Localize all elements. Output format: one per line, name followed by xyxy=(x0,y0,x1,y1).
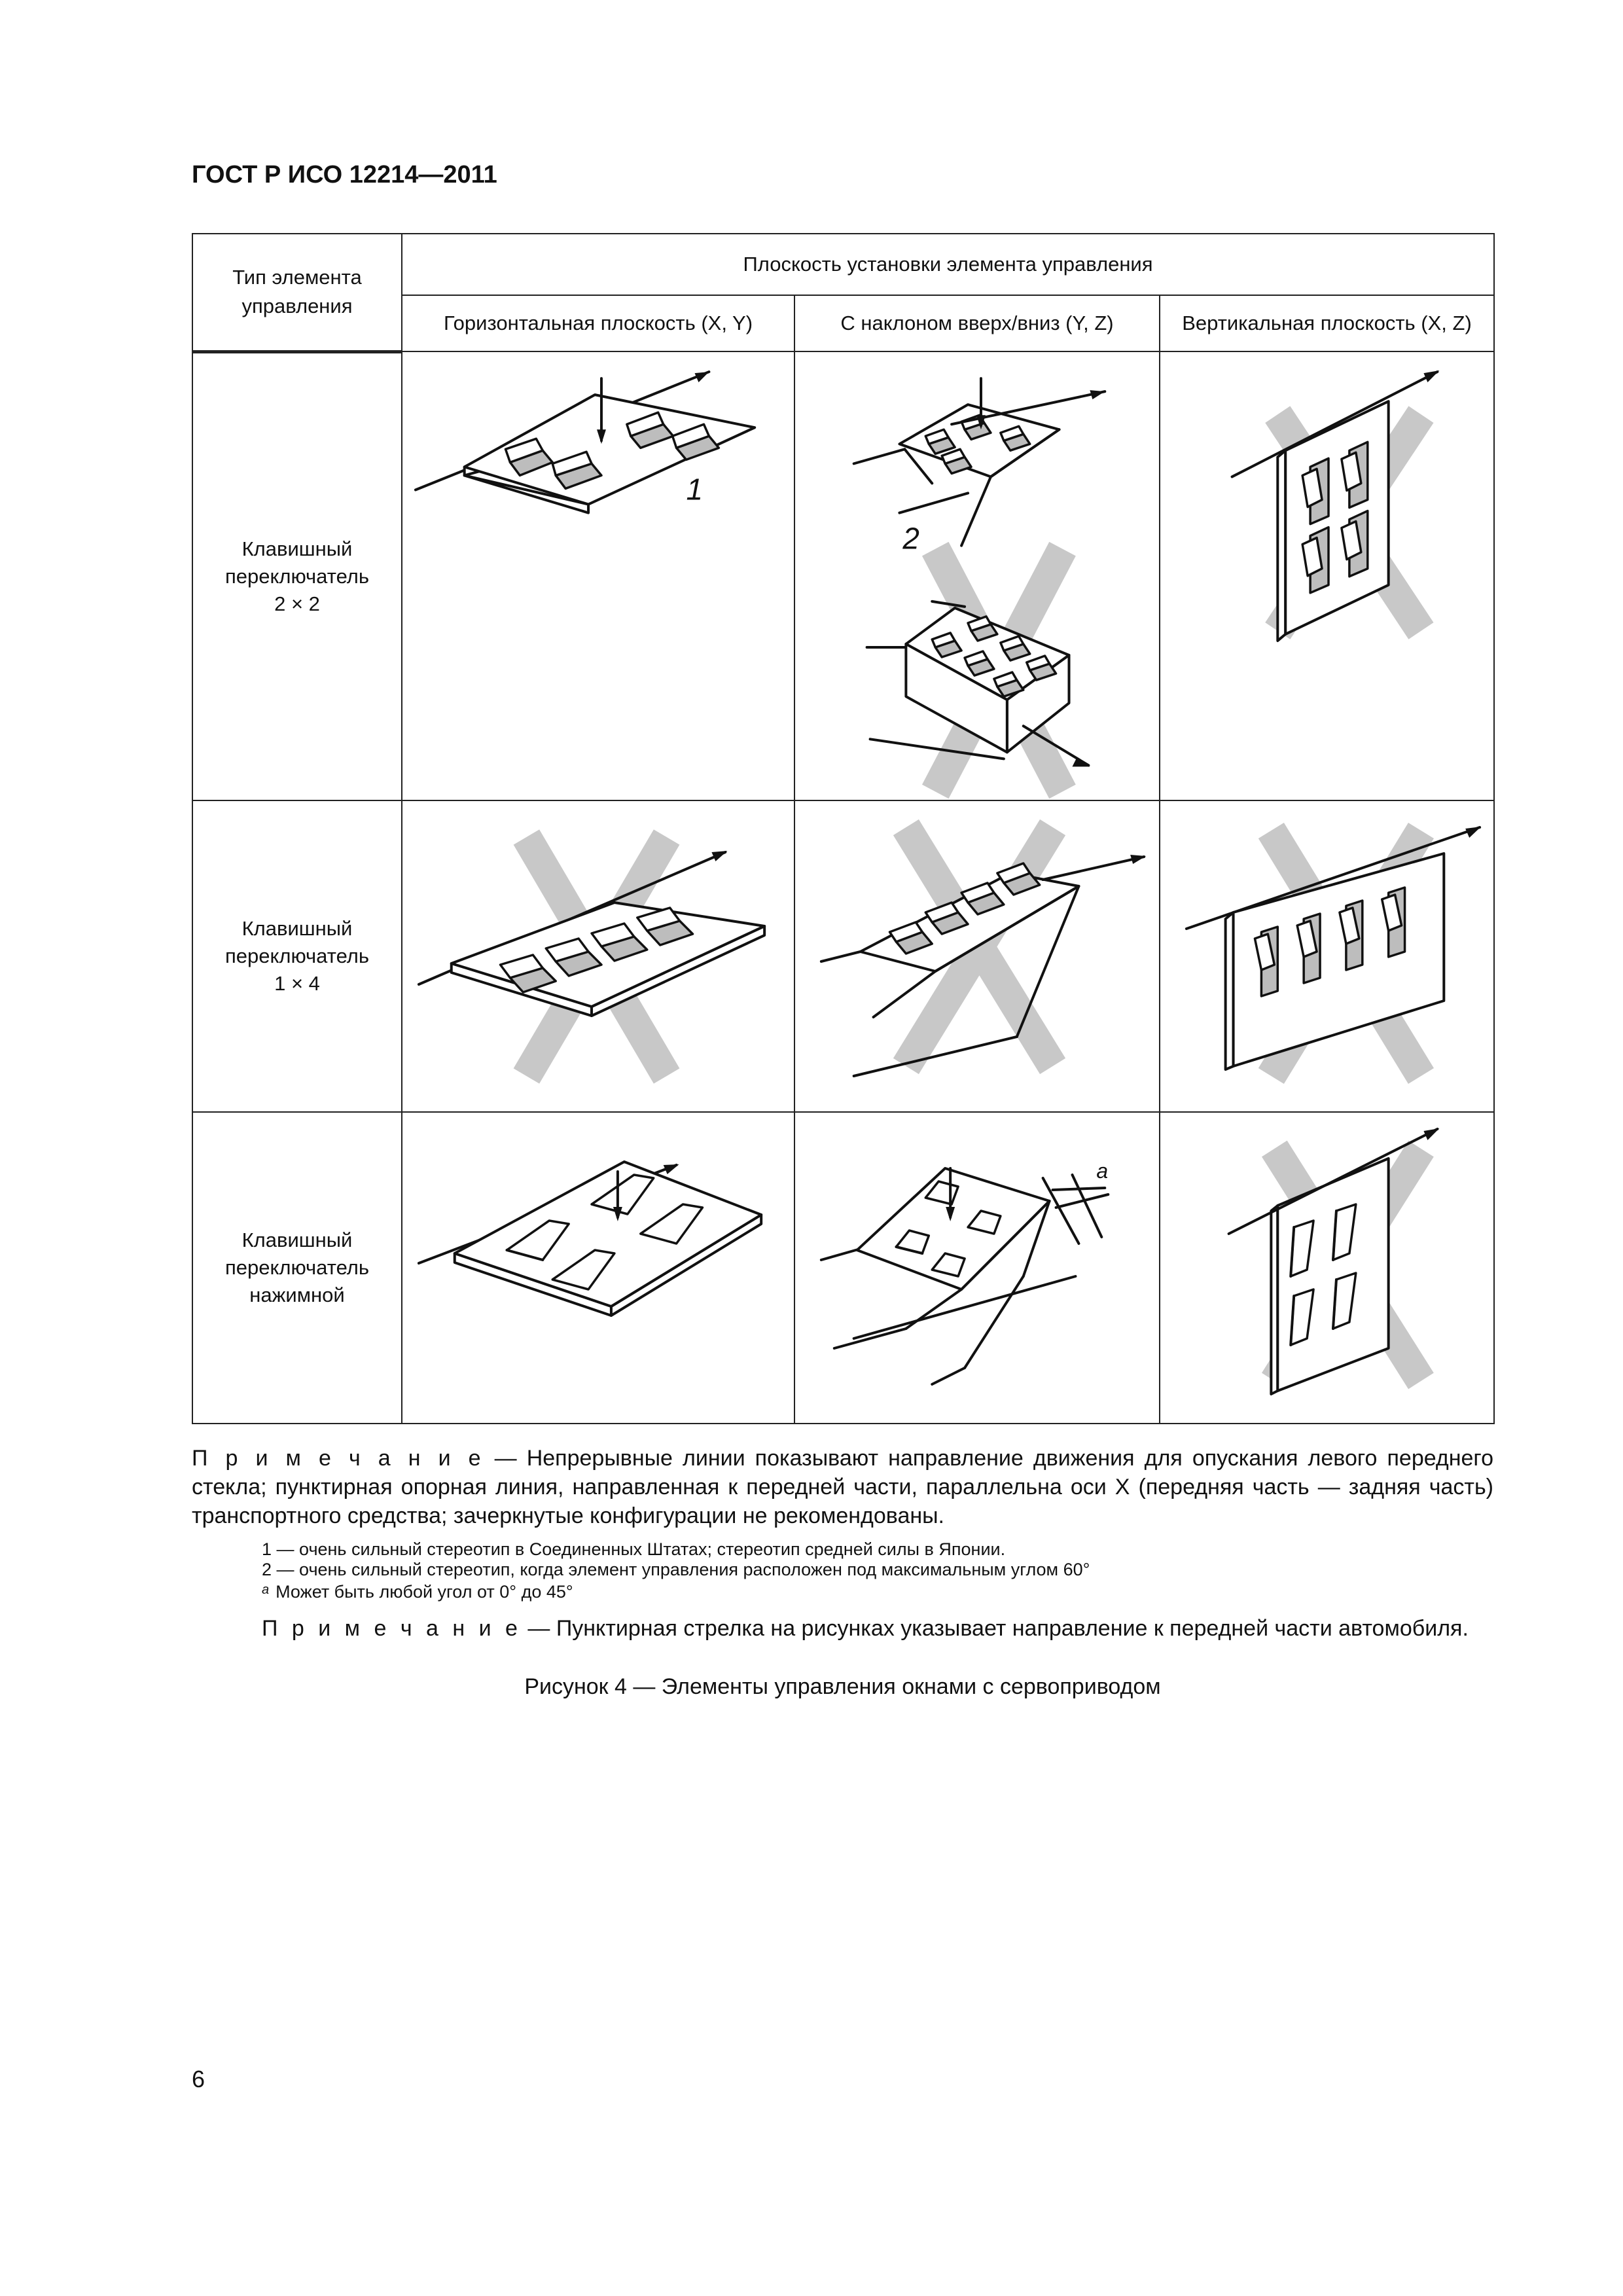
row-label-line: Клавишный xyxy=(241,916,353,940)
row-label-line: Клавишный xyxy=(241,537,353,560)
row-label-2x2 xyxy=(192,351,402,800)
figure-1x4-vertical xyxy=(1160,800,1494,1112)
figure-2x2-inclined xyxy=(794,351,1160,800)
subheader-horizontal: Горизонтальная плоскость (X, Y) xyxy=(402,295,794,351)
row-label-line: 1 × 4 xyxy=(274,971,320,995)
row-label-line: 2 × 2 xyxy=(274,592,320,615)
note-1-text: — Непрерывные линии показывают направление движения для опускания левого переднего стекла; пунктирная опорная линия, направленная к передней части, параллельна оси X (передняя часть — задняя часть) транспортного средства; зачеркнутые конфигурации не рекомендованы. xyxy=(192,1446,1493,1528)
subheader-inclined: С наклоном вверх/вниз (Y, Z) xyxy=(794,295,1160,351)
row-label-line: нажимной xyxy=(249,1283,345,1306)
row-label-line: переключатель xyxy=(224,564,370,588)
figure-1x4-horizontal xyxy=(402,800,794,1112)
row-label-line: переключатель xyxy=(224,1255,370,1279)
footnote-2: 2 — очень сильный стереотип, когда элемент управления расположен под максимальным углом 60° xyxy=(262,1560,1090,1579)
row-label-push xyxy=(192,1112,402,1424)
figure-1x4-inclined xyxy=(794,800,1160,1112)
footnote-a-text: Может быть любой угол от 0° до 45° xyxy=(276,1582,573,1602)
figure-table xyxy=(192,233,1495,1424)
table-row-2x2 xyxy=(192,351,1494,800)
subheader-vertical: Вертикальная плоскость (X, Z) xyxy=(1160,295,1494,351)
table-row-push xyxy=(192,1112,1494,1424)
note-1-prefix: П р и м е ч а н и е xyxy=(192,1446,485,1471)
standard-header: ГОСТ Р ИСО 12214—2011 xyxy=(192,161,497,188)
note-2 xyxy=(262,1614,1469,1643)
row-label-line: Клавишный xyxy=(241,1228,353,1251)
footnote-a-mark: a xyxy=(262,1583,270,1597)
footnote-1: 1 — очень сильный стереотип в Соединенных Штатах; стереотип средней силы в Японии. xyxy=(262,1539,1006,1559)
note-2-prefix: П р и м е ч а н и е xyxy=(262,1616,522,1641)
figure-push-horizontal xyxy=(402,1112,794,1424)
figure-push-vertical xyxy=(1160,1112,1494,1424)
table-row-1x4 xyxy=(192,800,1494,1112)
figure-push-inclined xyxy=(794,1112,1160,1424)
column-header-plane: Плоскость установки элемента управления xyxy=(402,234,1494,295)
figure-mark-a: a xyxy=(1096,1158,1109,1183)
row-label-line: переключатель xyxy=(224,944,370,967)
figure-mark-2: 2 xyxy=(902,521,919,556)
figure-mark-1: 1 xyxy=(686,472,704,507)
page-number: 6 xyxy=(192,2066,205,2092)
note-2-text: — Пунктирная стрелка на рисунках указывает направление к передней части автомобиля. xyxy=(521,1616,1469,1641)
column-header-type xyxy=(192,234,402,351)
footnote-a xyxy=(262,1580,1090,1602)
note-1 xyxy=(192,1444,1493,1530)
column-header-type-text: Тип элемента управления xyxy=(232,266,362,318)
figure-2x2-vertical xyxy=(1160,351,1494,800)
figure-caption: Рисунок 4 — Элементы управления окнами с сервоприводом xyxy=(524,1674,1161,1699)
row-label-1x4 xyxy=(192,800,402,1112)
footnotes xyxy=(262,1539,1090,1602)
figure-2x2-horizontal xyxy=(402,351,794,800)
